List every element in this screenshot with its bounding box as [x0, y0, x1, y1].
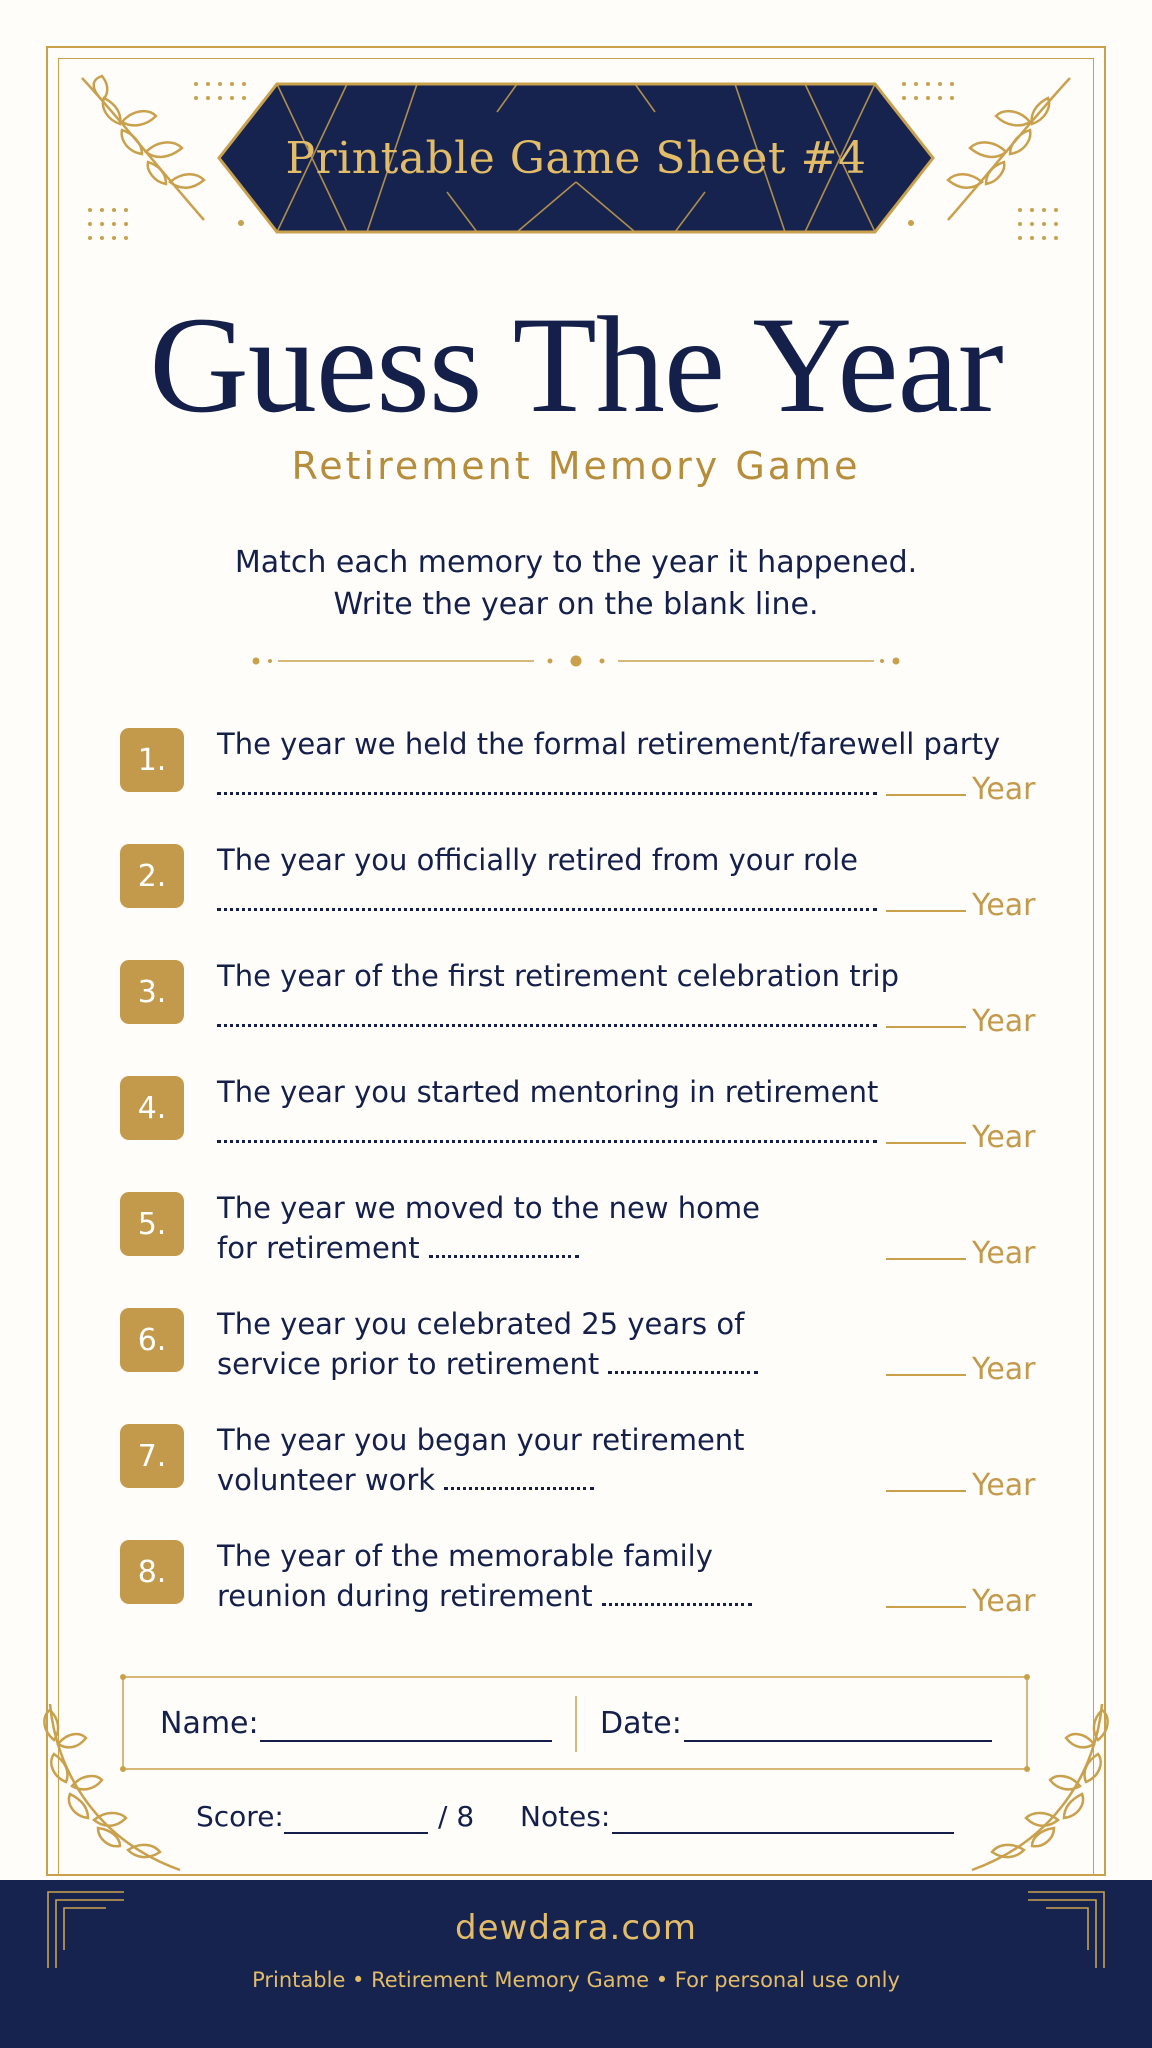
question-text	[217, 840, 877, 911]
footer-bar	[0, 1880, 1152, 2048]
year-label: Year	[972, 1236, 1036, 1271]
list-item	[120, 956, 1040, 1072]
date-field[interactable]	[684, 1740, 992, 1742]
dot-icon	[906, 218, 916, 228]
dot-grid-icon	[1016, 206, 1066, 246]
question-label: The year of the memorable family reunion during retirement	[217, 1536, 817, 1616]
dotted-leader	[217, 1002, 877, 1027]
answer-blank[interactable]	[886, 910, 966, 912]
form-separator	[575, 1696, 577, 1752]
footer-tagline: Printable • Retirement Memory Game • For personal use only	[252, 1968, 900, 1992]
corner-dot	[1024, 1766, 1030, 1772]
answer-blank[interactable]	[886, 1258, 966, 1260]
year-label: Year	[972, 1468, 1036, 1503]
question-list	[120, 724, 1040, 1652]
question-text	[217, 956, 899, 1027]
dotted-leader	[602, 1603, 752, 1606]
question-label: The year you started mentoring in retirement	[217, 1075, 879, 1109]
question-text	[217, 1536, 877, 1616]
date-label: Date:	[600, 1706, 682, 1741]
item-number-badge: 3.	[120, 960, 184, 1024]
answer-blank[interactable]	[886, 1026, 966, 1028]
item-number-badge: 2.	[120, 844, 184, 908]
banner-title: Printable Game Sheet #4	[285, 132, 867, 184]
list-item	[120, 1420, 1040, 1536]
question-text	[217, 724, 1001, 795]
dotted-leader	[217, 1118, 877, 1143]
dotted-leader	[217, 886, 877, 911]
notes-field[interactable]	[612, 1832, 954, 1834]
dot-grid-icon	[86, 206, 136, 246]
ornamental-divider	[250, 650, 902, 672]
year-label: Year	[972, 1120, 1036, 1155]
corner-dot	[120, 1766, 126, 1772]
year-label: Year	[972, 1004, 1036, 1039]
score-total: / 8	[438, 1800, 475, 1833]
question-text	[217, 1304, 877, 1384]
year-label: Year	[972, 1584, 1036, 1619]
instruction-line: Write the year on the blank line.	[333, 587, 819, 622]
dotted-leader	[429, 1255, 579, 1258]
name-field[interactable]	[260, 1740, 552, 1742]
question-label: The year of the first retirement celebration trip	[217, 959, 899, 993]
item-number-badge: 7.	[120, 1424, 184, 1488]
score-label: Score:	[196, 1800, 284, 1833]
year-label: Year	[972, 1352, 1036, 1387]
question-label: The year we moved to the new home for retirement	[217, 1191, 760, 1265]
question-label: The year you officially retired from your role	[217, 843, 858, 877]
footer-site-link[interactable]: dewdara.com	[455, 1908, 697, 1948]
list-item	[120, 1304, 1040, 1420]
name-label: Name:	[160, 1706, 259, 1741]
item-number-badge: 1.	[120, 728, 184, 792]
item-number-badge: 4.	[120, 1076, 184, 1140]
notes-label: Notes:	[520, 1800, 611, 1833]
year-label: Year	[972, 772, 1036, 807]
question-text	[217, 1420, 877, 1500]
answer-blank[interactable]	[886, 1374, 966, 1376]
score-field[interactable]	[284, 1832, 428, 1834]
item-number-badge: 5.	[120, 1192, 184, 1256]
instructions	[0, 542, 1152, 626]
list-item	[120, 1072, 1040, 1188]
list-item	[120, 724, 1040, 840]
corner-dot	[1024, 1674, 1030, 1680]
corner-dot	[120, 1674, 126, 1680]
dotted-leader	[444, 1487, 594, 1490]
list-item	[120, 1188, 1040, 1304]
item-number-badge: 6.	[120, 1308, 184, 1372]
dotted-leader	[608, 1371, 758, 1374]
year-label: Year	[972, 888, 1036, 923]
question-label: The year we held the formal retirement/farewell party	[217, 727, 1001, 761]
answer-blank[interactable]	[886, 1142, 966, 1144]
list-item	[120, 1536, 1040, 1652]
list-item	[120, 840, 1040, 956]
dotted-leader	[217, 770, 877, 795]
question-text	[217, 1072, 877, 1143]
answer-blank[interactable]	[886, 794, 966, 796]
page-subtitle: Retirement Memory Game	[291, 444, 861, 488]
page-title: Guess The Year	[149, 288, 1003, 441]
answer-blank[interactable]	[886, 1490, 966, 1492]
answer-blank[interactable]	[886, 1606, 966, 1608]
dot-icon	[236, 218, 246, 228]
question-label: The year you celebrated 25 years of service prior to retirement	[217, 1304, 817, 1384]
instruction-line: Match each memory to the year it happened.	[234, 545, 918, 580]
question-text	[217, 1188, 877, 1268]
question-label: The year you began your retirement volunteer work	[217, 1423, 745, 1497]
item-number-badge: 8.	[120, 1540, 184, 1604]
